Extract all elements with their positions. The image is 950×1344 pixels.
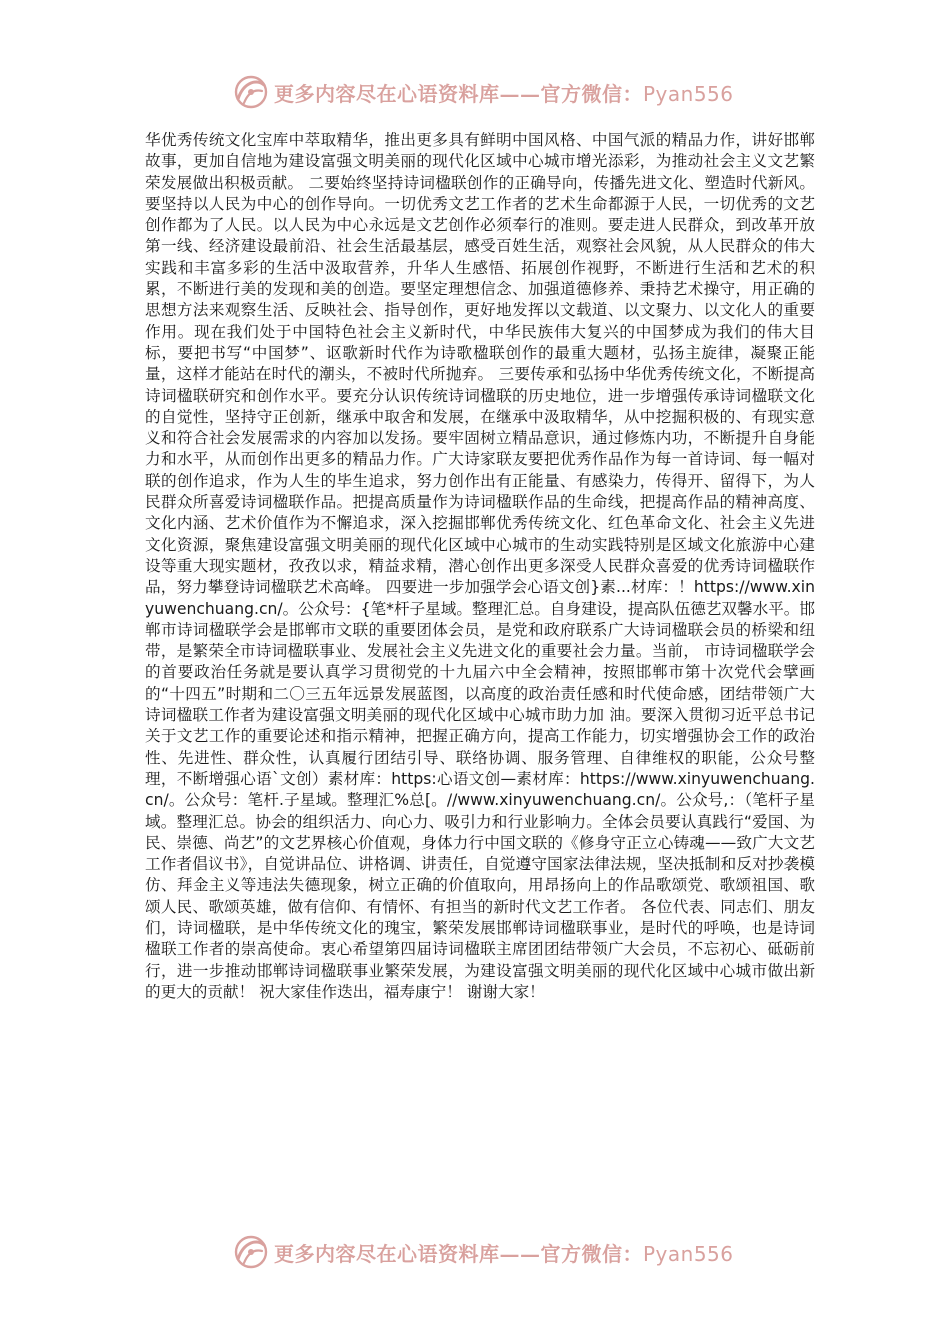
document-body (145, 130, 815, 1003)
logo-icon (232, 73, 270, 111)
body-paragraph: 华优秀传统文化宝库中萃取精华，推出更多具有鲜明中国风格、中国气派的精品力作，讲好邯郸故事，更加自信地为建设富强文明美丽的现代化区域中心城市增光添彩，为推动社会主义文艺繁荣发展做出积极贡献。 二要始终坚持诗词楹联创作的正确导向，传播先进文化、塑造时代新风。要坚持以人民为中心的创作导向。一切优秀文艺工作者的艺术生命都源于人民，一切优秀的文艺创作都为了人民。以人民为中心永远是文艺创作必须奉行的准则。要走进人民群众，到改革开放第一线、经济建设最前沿、社会生活最基层，感受百姓生活，观察社会风貌，从人民群众的伟大实践和丰富多彩的生活中汲取营养，升华人生感悟、拓展创作视野，不断进行生活和艺术的积累，不断进行美的发现和美的创造。要坚定理想信念、加强道德修养、秉持艺术操守，用正确的思想方法来观察生活、反映社会、指导创作，更好地发挥以文载道、以文聚力、以文化人的重要作用。现在我们处于中国特色社会主义新时代，中华民族伟大复兴的中国梦成为我们的伟大目标，要把书写“中国梦”、讴歌新时代作为诗歌楹联创作的最重大题材，弘扬主旋律，凝聚正能量，这样才能站在时代的潮头，不被时代所抛弃。 三要传承和弘扬中华优秀传统文化，不断提高诗词楹联研究和创作水平。要充分认识传统诗词楹联的历史地位，进一步增强传承诗词楹联文化的自觉性，坚持守正创新，继承中取舍和发展，在继承中汲取精华，从中挖掘积极的、有现实意义和符合社会发展需求的内容加以发扬。要牢固树立精品意识，通过修炼内功，不断提升自身能力和水平，从而创作出更多的精品力作。广大诗家联友要把优秀作品作为每一首诗词、每一幅对联的创作追求，作为人生的毕生追求，努力创作出有正能量、有感染力，传得开、留得下，为人民群众所喜爱诗词楹联作品。把提高质量作为诗词楹联作品的生命线，把提高作品的精神高度、文化内涵、艺术价值作为不懈追求，深入挖掘邯郸优秀传统文化、红色革命文化、社会主义先进文化资源，聚焦建设富强文明美丽的现代化区域中心城市的生动实践特别是区域文化旅游中心建设等重大现实题材，孜孜以求，精益求精，潜心创作出更多深受人民群众喜爱的优秀诗词楹联作品，努力攀登诗词楹联艺术高峰。 四要进一步加强学会心语文创}素...材库：！https://www.xinyuwenchuang.cn/。公众号：{笔*杆子星域。整理汇总。自身建设，提高队伍德艺双馨水平。邯郸市诗词楹联学会是邯郸市文联的重要团体会员，是党和政府联系广大诗词楹联会员的桥梁和纽带，是繁荣全市诗词楹联事业、发展社会主义先进文化的重要社会力量。当前， 市诗词楹联学会的首要政治任务就是要认真学习贯彻党的十九届六中全会精神，按照邯郸市第十次党代会擘画的“十四五”时期和二〇三五年远景发展蓝图，以高度的政治责任感和时代使命感，团结带领广大诗词楹联工作者为建设富强文明美丽的现代化区域中心城市助力加 油。要深入贯彻习近平总书记关于文艺工作的重要论述和指示精神，把握正确方向，提高工作能力，切实增强协会工作的政治性、先进性、群众性，认真履行团结引导、联络协调、服务管理、自律维权的职能，公众号整理，不断增强心语`文创）素材库：https:心语文创—素材库：https://www.xinyuwenchuang.cn/。公众号：笔杆.子星域。整理汇%总[。//www.xinyuwenchuang.cn/。公众号,：（笔杆子星域。整理汇总。协会的组织活力、向心力、吸引力和行业影响力。全体会员要认真践行“爱国、为民、崇德、尚艺”的文艺界核心价值观，身体力行中国文联的《修身守正立心铸魂——致广大文艺工作者倡议书》，自觉讲品位、讲格调、讲责任，自觉遵守国家法律法规，坚决抵制和反对抄袭模仿、拜金主义等违法失德现象，树立正确的价值取向，用昂扬向上的作品歌颂党、歌颂祖国、歌颂人民、歌颂英雄，做有信仰、有情怀、有担当的新时代文艺工作者。 各位代表、同志们、朋友们，诗词楹联，是中华传统文化的瑰宝，繁荣发展邯郸诗词楹联事业，是时代的呼唤，也是诗词楹联工作者的崇高使命。衷心希望第四届诗词楹联主席团团结带领广大会员，不忘初心、砥砺前行，进一步推动邯郸诗词楹联事业繁荣发展，为建设富强文明美丽的现代化区域中心城市做出新的更大的贡献！ 祝大家佳作迭出，福寿康宁！ 谢谢大家！ (145, 131, 815, 1001)
watermark-text: 更多内容尽在心语资料库——官方微信：Pyan556 (274, 1241, 734, 1266)
wechat-id: Pyan556 (643, 1241, 734, 1266)
wechat-id: Pyan556 (643, 81, 734, 106)
watermark-banner-bottom (232, 1232, 732, 1272)
logo-icon (232, 1233, 270, 1271)
watermark-banner-top (232, 72, 732, 112)
watermark-text: 更多内容尽在心语资料库——官方微信：Pyan556 (274, 81, 734, 106)
